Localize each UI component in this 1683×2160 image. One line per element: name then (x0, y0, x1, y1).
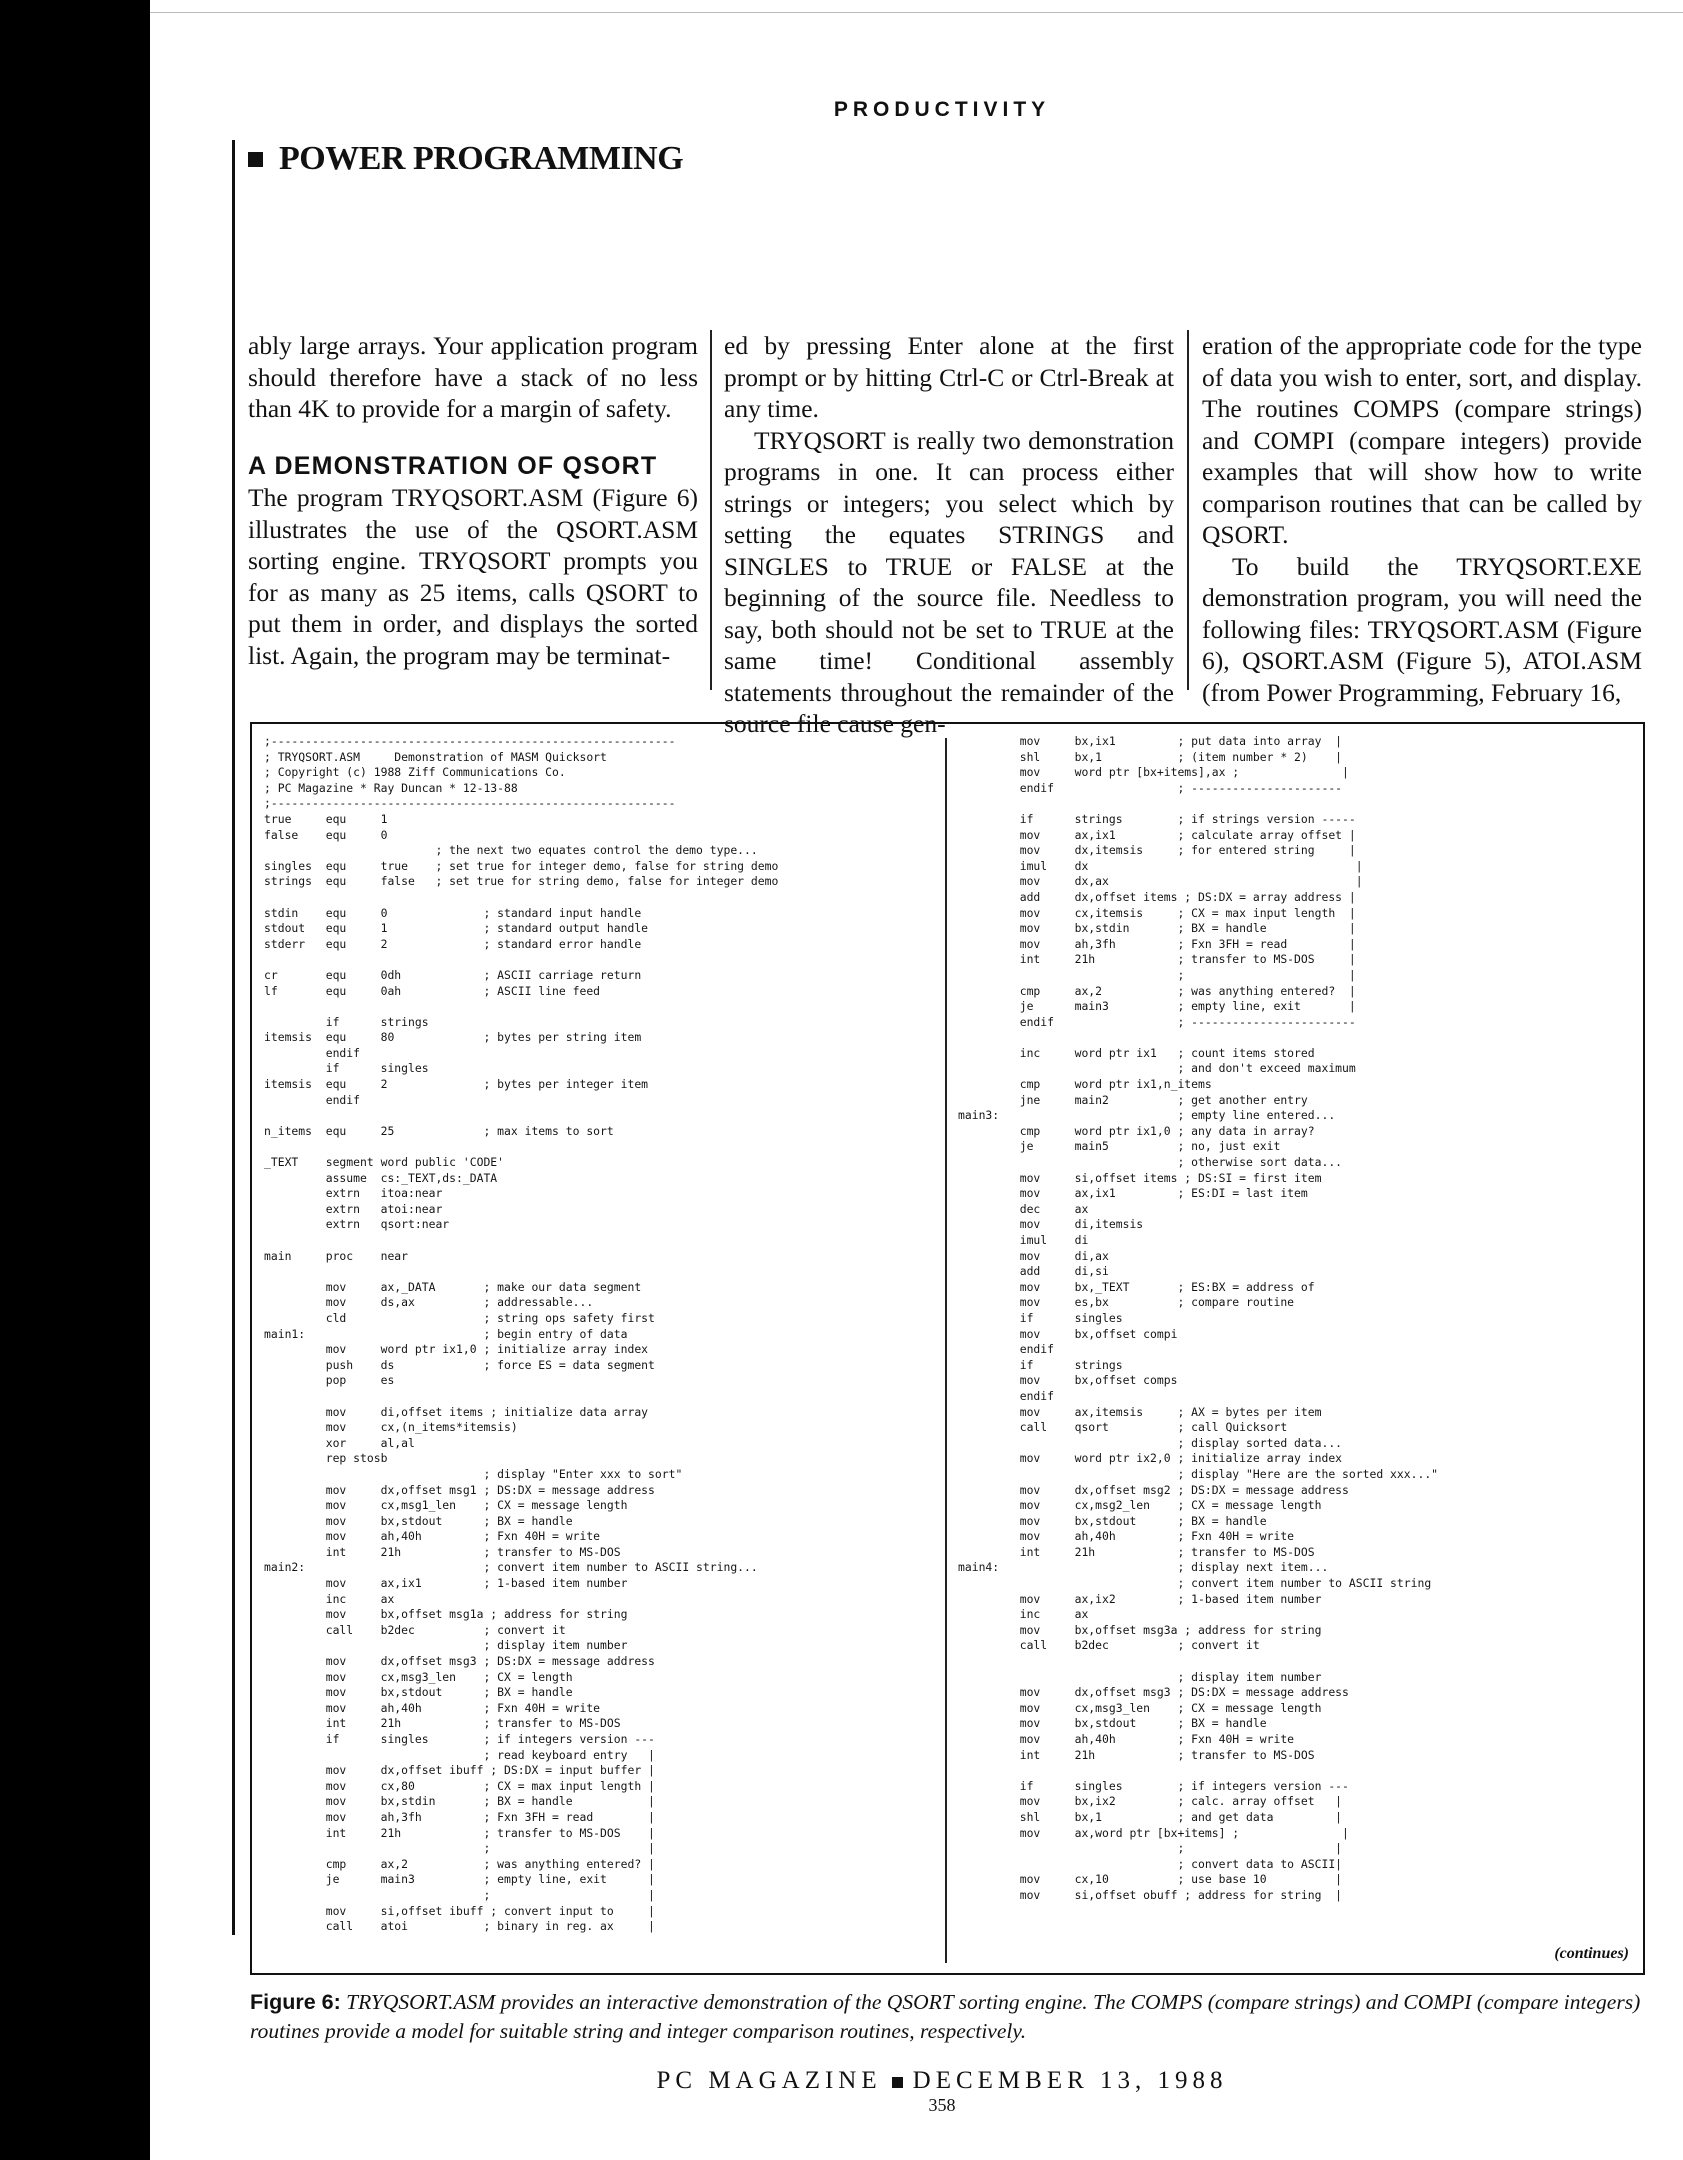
code-line: mov di,offset items ; initialize data array (264, 1404, 649, 1419)
code-line: if strings (958, 1357, 1123, 1372)
code-line: int 21h ; transfer to MS-DOS (958, 1544, 1315, 1559)
code-line: ; TRYQSORT.ASM Demonstration of MASM Quicksort (264, 749, 607, 764)
caption-text: TRYQSORT.ASM provides an interactive demonstration of the QSORT sorting engine. The COMPS (compare strings) and COMPI (compare integers) routines provide a model for suitable string and integer comparison routines, respectively. (250, 1990, 1641, 2043)
page-footer (232, 2067, 1652, 2095)
code-line: if singles ; if integers version --- (264, 1732, 655, 1746)
code-line: mov ds,ax ; addressable... (264, 1295, 594, 1310)
code-line (264, 999, 778, 1015)
code-line: mov bx,offset msg3a ; address for string (958, 1622, 1322, 1637)
code-line: endif (958, 1388, 1055, 1403)
code-line: call b2dec ; convert it (958, 1638, 1260, 1653)
code-line: ; | (264, 1887, 655, 1902)
code-line: je main3 ; empty line, exit | (958, 999, 1356, 1014)
code-line (958, 1030, 1438, 1046)
code-line: strings equ false ; set true for string demo, false for integer demo (264, 874, 779, 889)
column-title (248, 140, 683, 178)
footer-bullet-icon (892, 2077, 903, 2088)
code-line: ; convert item number to ASCII string (958, 1576, 1432, 1591)
code-line: int 21h ; transfer to MS-DOS | (264, 1825, 655, 1840)
code-line: itemsis equ 80 ; bytes per string item (264, 1030, 642, 1045)
code-line: ; display item number (958, 1669, 1322, 1684)
code-line: mov bx,offset compi (958, 1326, 1178, 1341)
code-line: mov bx,offset comps (958, 1373, 1178, 1388)
code-line: ;----------------------------------------------------------- (264, 734, 676, 748)
code-line: ; read keyboard entry | (264, 1747, 655, 1762)
code-line: ; Copyright (c) 1988 Ziff Communications Co. (264, 765, 566, 780)
code-line: mov ax,_DATA ; make our data segment (264, 1279, 642, 1294)
code-line: mov si,offset obuff ; address for string | (958, 1887, 1343, 1902)
code-line (264, 1139, 778, 1155)
article-column-1 (248, 330, 698, 671)
footer-magazine: PC MAGAZINE (656, 2067, 882, 2094)
code-line: imul dx | (958, 858, 1363, 873)
magazine-page (232, 0, 1652, 2160)
caption-label: Figure 6: (250, 1990, 341, 2014)
code-line: int 21h ; transfer to MS-DOS (264, 1544, 621, 1559)
code-line: main proc near (264, 1248, 409, 1263)
code-line: main3: ; empty line entered... (958, 1108, 1336, 1123)
code-line: je main5 ; no, just exit (958, 1139, 1281, 1154)
code-line: mov dx,offset msg2 ; DS:DX = message address (958, 1482, 1349, 1497)
code-line: call b2dec ; convert it (264, 1622, 566, 1637)
code-line: mov ah,40h ; Fxn 40H = write (264, 1529, 601, 1544)
code-line: cmp word ptr ix1,0 ; any data in array? (958, 1123, 1315, 1138)
code-line: mov word ptr ix2,0 ; initialize array index (958, 1451, 1343, 1466)
figure-caption (250, 1988, 1645, 2046)
page-number: 358 (928, 2095, 956, 2115)
code-line: mov word ptr ix1,0 ; initialize array index (264, 1342, 649, 1357)
code-line: mov bx,stdout ; BX = handle (958, 1716, 1267, 1731)
code-line: mov dx,offset msg3 ; DS:DX = message address (264, 1654, 655, 1669)
continues-label: (continues) (1554, 1945, 1629, 1962)
code-line: extrn qsort:near (264, 1217, 450, 1232)
code-line: true equ 1 (264, 811, 388, 826)
code-line (264, 1389, 778, 1405)
code-line: mov cx,msg3_len ; CX = length (264, 1669, 573, 1684)
footer-date: DECEMBER 13, 1988 (912, 2067, 1228, 2094)
column-divider (710, 330, 712, 690)
code-line: itemsis equ 2 ; bytes per integer item (264, 1077, 649, 1092)
code-line (264, 890, 778, 906)
code-line: cr equ 0dh ; ASCII carriage return (264, 967, 642, 982)
code-listing-right (958, 734, 1438, 1904)
bullet-square-icon (248, 152, 263, 167)
code-line: mov bx,ix2 ; calc. array offset | (958, 1794, 1343, 1809)
code-line: inc ax (958, 1607, 1089, 1622)
code-line: imul di (958, 1233, 1089, 1247)
subheading: A DEMONSTRATION OF QSORT (248, 451, 658, 480)
code-line: mov ah,40h ; Fxn 40H = write (958, 1529, 1295, 1544)
code-line: main4: ; display next item... (958, 1560, 1329, 1575)
code-line: ; | (264, 1841, 655, 1856)
code-line: mov si,offset ibuff ; convert input to | (264, 1903, 655, 1918)
code-line: endif ; ------------------------ (958, 1014, 1356, 1029)
code-line: mov bx,stdin ; BX = handle | (264, 1794, 655, 1809)
scan-binding-edge (0, 0, 150, 2160)
code-line: mov bx,stdout ; BX = handle (264, 1513, 573, 1528)
paragraph: eration of the appropriate code for the type of data you wish to enter, sort, and display. The routines COMPS (compare strings) and COMPI (compare integers) provide examples that will show how to write comparison routines that can be called by QSORT. (1202, 331, 1642, 549)
paragraph: To build the TRYQSORT.EXE demonstration program, you will need the following files: TRYQSORT.ASM (Figure 6), QSORT.ASM (Figure 5), ATOI.ASM (from Power Programming, February 16, (1202, 551, 1642, 707)
code-listing-left (264, 734, 778, 1935)
code-line: mov di,ax (958, 1248, 1109, 1263)
code-line: mov ax,ix1 ; 1-based item number (264, 1576, 628, 1591)
code-line: if singles (958, 1310, 1123, 1325)
code-line: mov bx,offset msg1a ; address for string (264, 1607, 628, 1622)
code-line: int 21h ; transfer to MS-DOS | (958, 952, 1356, 967)
code-line: mov ax,itemsis ; AX = bytes per item (958, 1404, 1322, 1419)
code-line: cmp word ptr ix1,n_items (958, 1077, 1212, 1092)
paragraph: ably large arrays. Your application program should therefore have a stack of no less than 4K to provide for a margin of safety. (248, 331, 698, 423)
code-line (264, 1108, 778, 1124)
code-line: mov dx,ax | (958, 874, 1363, 889)
figure-column-divider (945, 738, 947, 1963)
code-line: mov si,offset items ; DS:SI = first item (958, 1170, 1322, 1185)
code-line: je main3 ; empty line, exit | (264, 1872, 655, 1887)
code-line: mov cx,(n_items*itemsis) (264, 1420, 518, 1435)
code-line: endif (958, 1342, 1055, 1357)
code-line: mov dx,offset msg3 ; DS:DX = message address (958, 1685, 1349, 1700)
code-line: shl bx,1 ; (item number * 2) | (958, 749, 1343, 764)
article-column-3 (1202, 330, 1642, 708)
code-line: mov cx,itemsis ; CX = max input length | (958, 905, 1356, 920)
article-column-2 (724, 330, 1174, 740)
code-line: mov ax,word ptr [bx+items] ; | (958, 1825, 1349, 1840)
code-line: mov cx,80 ; CX = max input length | (264, 1778, 655, 1793)
paragraph: The program TRYQSORT.ASM (Figure 6) illustrates the use of the QSORT.ASM sorting engine. TRYQSORT prompts you for as many as 25 items, calls QSORT to put them in order, and displays the sorted list. Again, the program may be terminat- (248, 483, 698, 670)
code-line: mov bx,stdout ; BX = handle (264, 1685, 573, 1700)
code-line: mov ah,40h ; Fxn 40H = write (958, 1732, 1295, 1746)
code-line: main2: ; convert item number to ASCII string... (264, 1560, 758, 1575)
code-line: shl bx,1 ; and get data | (958, 1809, 1343, 1824)
code-line: call qsort ; call Quicksort (958, 1420, 1288, 1435)
code-line: if singles (264, 1061, 429, 1076)
code-line: mov ah,40h ; Fxn 40H = write (264, 1700, 601, 1715)
code-line: rep stosb (264, 1451, 388, 1466)
code-line: mov ax,ix1 ; ES:DI = last item (958, 1186, 1308, 1201)
code-line: ; otherwise sort data... (958, 1155, 1343, 1170)
code-line: extrn itoa:near (264, 1186, 443, 1201)
code-line: ; and don't exceed maximum (958, 1061, 1356, 1076)
code-line: cmp ax,2 ; was anything entered? | (264, 1856, 655, 1871)
code-line: mov bx,_TEXT ; ES:BX = address of (958, 1279, 1315, 1294)
code-line: stdin equ 0 ; standard input handle (264, 905, 642, 920)
code-line: if strings (264, 1014, 429, 1029)
code-line: mov word ptr [bx+items],ax ; | (958, 765, 1349, 780)
code-line (958, 796, 1438, 812)
code-line: int 21h ; transfer to MS-DOS (958, 1747, 1315, 1762)
code-line: lf equ 0ah ; ASCII line feed (264, 983, 601, 998)
code-line: endif (264, 1092, 361, 1107)
code-line (264, 952, 778, 968)
code-line: ; display sorted data... (958, 1435, 1343, 1450)
code-line: int 21h ; transfer to MS-DOS (264, 1716, 621, 1731)
code-figure (250, 722, 1645, 1975)
code-line: extrn atoi:near (264, 1201, 443, 1216)
code-line: stderr equ 2 ; standard error handle (264, 936, 642, 951)
code-line: mov dx,offset msg1 ; DS:DX = message address (264, 1482, 655, 1497)
code-line: singles equ true ; set true for integer demo, false for string demo (264, 858, 779, 873)
code-line: mov bx,ix1 ; put data into array | (958, 734, 1343, 748)
code-line: mov di,itemsis (958, 1217, 1144, 1232)
code-line: mov cx,msg3_len ; CX = message length (958, 1700, 1322, 1715)
code-line: ; display "Enter xxx to sort" (264, 1466, 683, 1481)
code-line: cld ; string ops safety first (264, 1310, 655, 1325)
code-line: mov bx,stdout ; BX = handle (958, 1513, 1267, 1528)
column-vertical-rule (232, 140, 235, 1935)
code-line: jne main2 ; get another entry (958, 1092, 1308, 1107)
code-line: ; convert data to ASCII| (958, 1856, 1343, 1871)
code-line: mov es,bx ; compare routine (958, 1295, 1295, 1310)
code-line: ; | (958, 1841, 1343, 1856)
paragraph: ed by pressing Enter alone at the first prompt or by hitting Ctrl-C or Ctrl-Break at any time. (724, 331, 1174, 423)
code-line: mov ax,ix2 ; 1-based item number (958, 1591, 1322, 1606)
code-line: ; PC Magazine * Ray Duncan * 12-13-88 (264, 780, 518, 795)
code-line: mov cx,10 ; use base 10 | (958, 1872, 1343, 1887)
code-line: false equ 0 (264, 827, 388, 842)
code-line: ;----------------------------------------------------------- (264, 796, 676, 811)
code-line: n_items equ 25 ; max items to sort (264, 1123, 614, 1138)
code-line: stdout equ 1 ; standard output handle (264, 921, 649, 936)
column-title-text: POWER PROGRAMMING (279, 140, 684, 177)
code-line: mov ax,ix1 ; calculate array offset | (958, 827, 1356, 842)
code-line: main1: ; begin entry of data (264, 1326, 628, 1341)
code-line: if strings ; if strings version ----- (958, 811, 1356, 826)
code-line: _TEXT segment word public 'CODE' (264, 1155, 505, 1170)
code-line: mov ah,3fh ; Fxn 3FH = read | (958, 936, 1356, 951)
code-line: ; display "Here are the sorted xxx..." (958, 1466, 1439, 1481)
code-line: add di,si (958, 1264, 1109, 1279)
code-line: endif ; ---------------------- (958, 780, 1343, 795)
code-line: assume cs:_TEXT,ds:_DATA (264, 1170, 498, 1185)
code-line: cmp ax,2 ; was anything entered? | (958, 983, 1356, 998)
code-line: ; display item number (264, 1638, 628, 1653)
code-line: inc ax (264, 1591, 395, 1606)
code-line (958, 1763, 1438, 1779)
code-line: push ds ; force ES = data segment (264, 1357, 655, 1372)
code-line: dec ax (958, 1201, 1089, 1216)
code-line: mov dx,itemsis ; for entered string | (958, 843, 1356, 858)
code-line: mov dx,offset ibuff ; DS:DX = input buffer | (264, 1763, 655, 1778)
code-line: if singles ; if integers version --- (958, 1778, 1349, 1793)
column-divider (1187, 330, 1189, 690)
code-line: call atoi ; binary in reg. ax | (264, 1919, 655, 1934)
code-line: endif (264, 1045, 361, 1060)
code-line: pop es (264, 1373, 395, 1388)
code-line: add dx,offset items ; DS:DX = array address | (958, 889, 1356, 904)
section-label: PRODUCTIVITY (833, 98, 1051, 121)
code-line (958, 1654, 1438, 1670)
code-line: mov ah,3fh ; Fxn 3FH = read | (264, 1809, 655, 1824)
code-line: mov bx,stdin ; BX = handle | (958, 921, 1356, 936)
paragraph: TRYQSORT is really two demonstration programs in one. It can process either strings or integers; you select which by setting the equates STRINGS and SINGLES to TRUE or FALSE at the beginning of the source file. Needless to say, both should not be set to TRUE at the same time! Conditional assembly statements throughout the remainder of the source file cause gen- (724, 425, 1174, 738)
code-line: xor al,al (264, 1435, 415, 1450)
code-line (264, 1264, 778, 1280)
code-line (264, 1233, 778, 1249)
code-line: mov cx,msg2_len ; CX = message length (958, 1498, 1322, 1513)
code-line: inc word ptr ix1 ; count items stored (958, 1045, 1315, 1060)
code-line: ; the next two equates control the demo type... (264, 843, 758, 858)
code-line: mov cx,msg1_len ; CX = message length (264, 1498, 628, 1513)
code-line: ; | (958, 967, 1356, 982)
